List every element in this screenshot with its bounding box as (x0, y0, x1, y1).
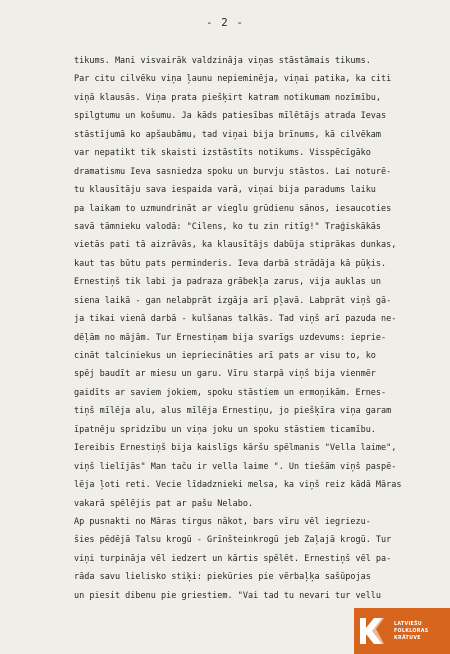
text-line: spilgtumu un košumu. Ja kāds patiesības mīlētājs atrada Ievas (74, 111, 387, 122)
text-line: vakarā spēlējis pat ar pašu Nelabo. (74, 498, 254, 509)
typewritten-text (74, 52, 432, 605)
text-line: tikums. Mani visvairāk valdzināja viņas stāstāmais tikums. (74, 56, 371, 66)
text-line: viņā klausās. Viņa prata piešķirt katram notikumam nozīmību, (74, 92, 382, 103)
text-line: šies pēdējā Talsu krogū - Grīnšteinkrogū jeb Zaļajā krogū. Tur (74, 535, 392, 546)
text-line: īpatnēju spridzību un viņa joku un spoku stāstiem ticamību. (74, 424, 376, 435)
text-line: viņš lielījās" Man taču ir vella laime ". Un tiešām viņš paspē- (74, 461, 397, 472)
text-line: Par citu cilvēku viņa ļaunu nepieminēja, viņai patika, ka citi (74, 74, 392, 85)
text-line: Ernestiņš tik labi ja padraza grābekļa zarus, vija auklas un (74, 277, 382, 288)
text-line: dramatismu Ieva sasniedza spoku un burvju stāstos. Lai noturē- (74, 166, 392, 177)
text-line: vietās pati tā aizrāvās, ka klausītājs dabūja stiprākas dunkas, (74, 240, 397, 251)
text-line: tu klausītāju sava iespaida varā, viņai bija paradums laiku (74, 185, 376, 196)
text-line: pa laikam to uzmundrināt ar vieglu grūdienu sānos, iesaucoties (74, 203, 392, 214)
text-line: spēj baudīt ar miesu un garu. Vīru starpā viņš bija vienmēr (74, 369, 376, 380)
text-line: var nepatikt tik skaisti izstāstīts notikums. Visspēcīgāko (74, 148, 371, 159)
archive-logo (354, 608, 450, 654)
logo-line-1: LATVIEŠU (394, 620, 422, 627)
text-line: cināt talciniekus un iepriecināties arī pats ar visu to, ko (74, 351, 376, 361)
text-line: Iereibis Ernestiņš bija kaislīgs kāršu spēlmanis "Vella laime", (74, 443, 397, 454)
text-line: stāstījumā ko apšaubāmu, tad viņai bija brīnums, kā cilvēkam (74, 129, 382, 140)
logo-line-2: FOLKLORAS (394, 627, 429, 634)
text-line: savā tāmnieku valodā: "Cilens, ko tu zin ritīg!" Traģiskākās (74, 221, 382, 232)
text-line: rāda savu lielisko stiķi: piekūries pie vērbaļķa sašūpojas (74, 572, 371, 583)
logo-line-3: KRĀTUVE (394, 634, 421, 641)
text-line: viņi turpināja vēl iedzert un kārtis spēlēt. Ernestiņš vēl pa- (74, 553, 392, 564)
text-line: un piesit dibenu pie griestiem. "Vai tad tu nevari tur vellu (74, 590, 382, 601)
text-line: gaidīts ar saviem jokiem, spoku stāstiem un ermoņikām. Ernes- (74, 387, 387, 398)
text-line: siena laikā - gan nelabprāt izgāja arī pļavā. Labprāt viņš gā- (74, 295, 392, 306)
archive-logo-text (394, 621, 428, 642)
text-line: Ap pusnakti no Māras tirgus nākot, bars vīru vēl iegriezu- (74, 516, 371, 527)
text-line: tiņš mīlēja alu, alus mīlēja Ernestiņu, jo piešķīra viņa garam (74, 406, 392, 417)
text-line: dēļām no mājām. Tur Ernestiņam bija svarīgs uzdevums: ieprie- (74, 332, 387, 343)
page-number: - 2 - (205, 16, 245, 29)
text-line: lēja ļoti reti. Vecie līdadznieki melsa, ka viņš reiz kādā Māras (74, 480, 402, 491)
text-line: ja tikai vienā darbā - kulšanas talkās. Tad viņš arī pazuda ne- (74, 314, 397, 325)
archive-logo-icon (354, 608, 394, 654)
text-line: kaut tas būtu pats perminderis. Ieva darbā strādāja kā pūķis. (74, 258, 387, 269)
